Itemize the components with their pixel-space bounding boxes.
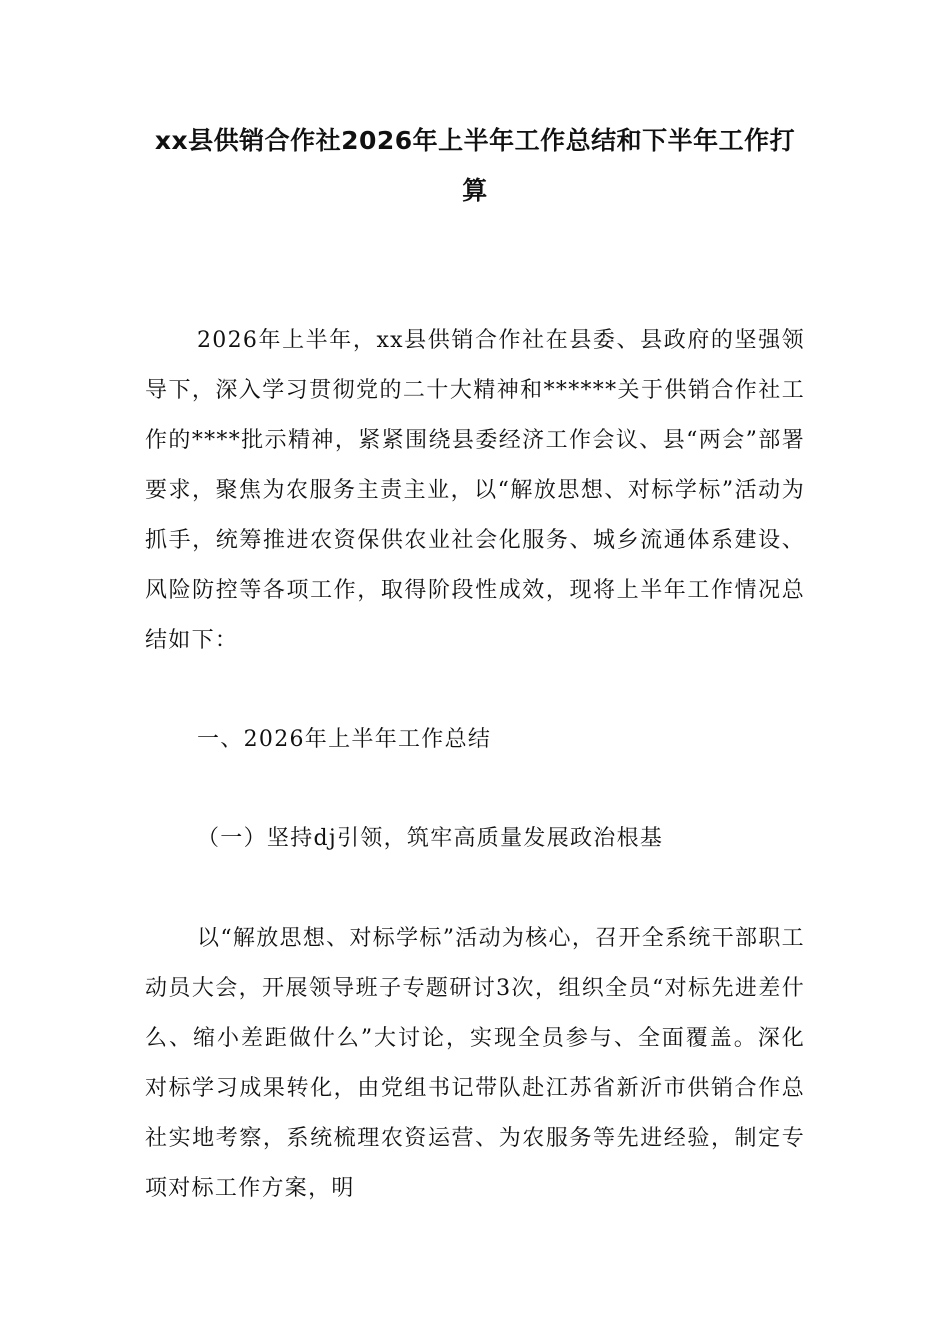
body-paragraph: 以“解放思想、对标学标”活动为核心，召开全系统干部职工动员大会，开展领导班子专题研讨3次，组织全员“对标先进差什么、缩小差距做什么”大讨论，实现全员参与、全面覆盖。深化对标学习成果转化，由党组书记带队赴江苏省新沂市供销合作总社实地考察，系统梳理农资运营、为农服务等先进经验，制定专项对标工作方案，明 xyxy=(145,926,805,1201)
document-title: xx县供销合作社2026年上半年工作总结和下半年工作打算 xyxy=(154,126,796,205)
intro-paragraph: 2026年上半年，xx县供销合作社在县委、县政府的坚强领导下，深入学习贯彻党的二十大精神和******关于供销合作社工作的****批示精神，紧紧围绕县委经济工作会议、县“两会”部署要求，聚焦为农服务主责主业，以“解放思想、对标学标”活动为抓手，统筹推进农资保供农业社会化服务、城乡流通体系建设、风险防控等各项工作，取得阶段性成效，现将上半年工作情况总结如下： xyxy=(145,328,805,653)
section-heading: 一、2026年上半年工作总结 xyxy=(197,727,492,752)
subsection-heading: （一）坚持dj引领，筑牢高质量发展政治根基 xyxy=(197,826,664,851)
